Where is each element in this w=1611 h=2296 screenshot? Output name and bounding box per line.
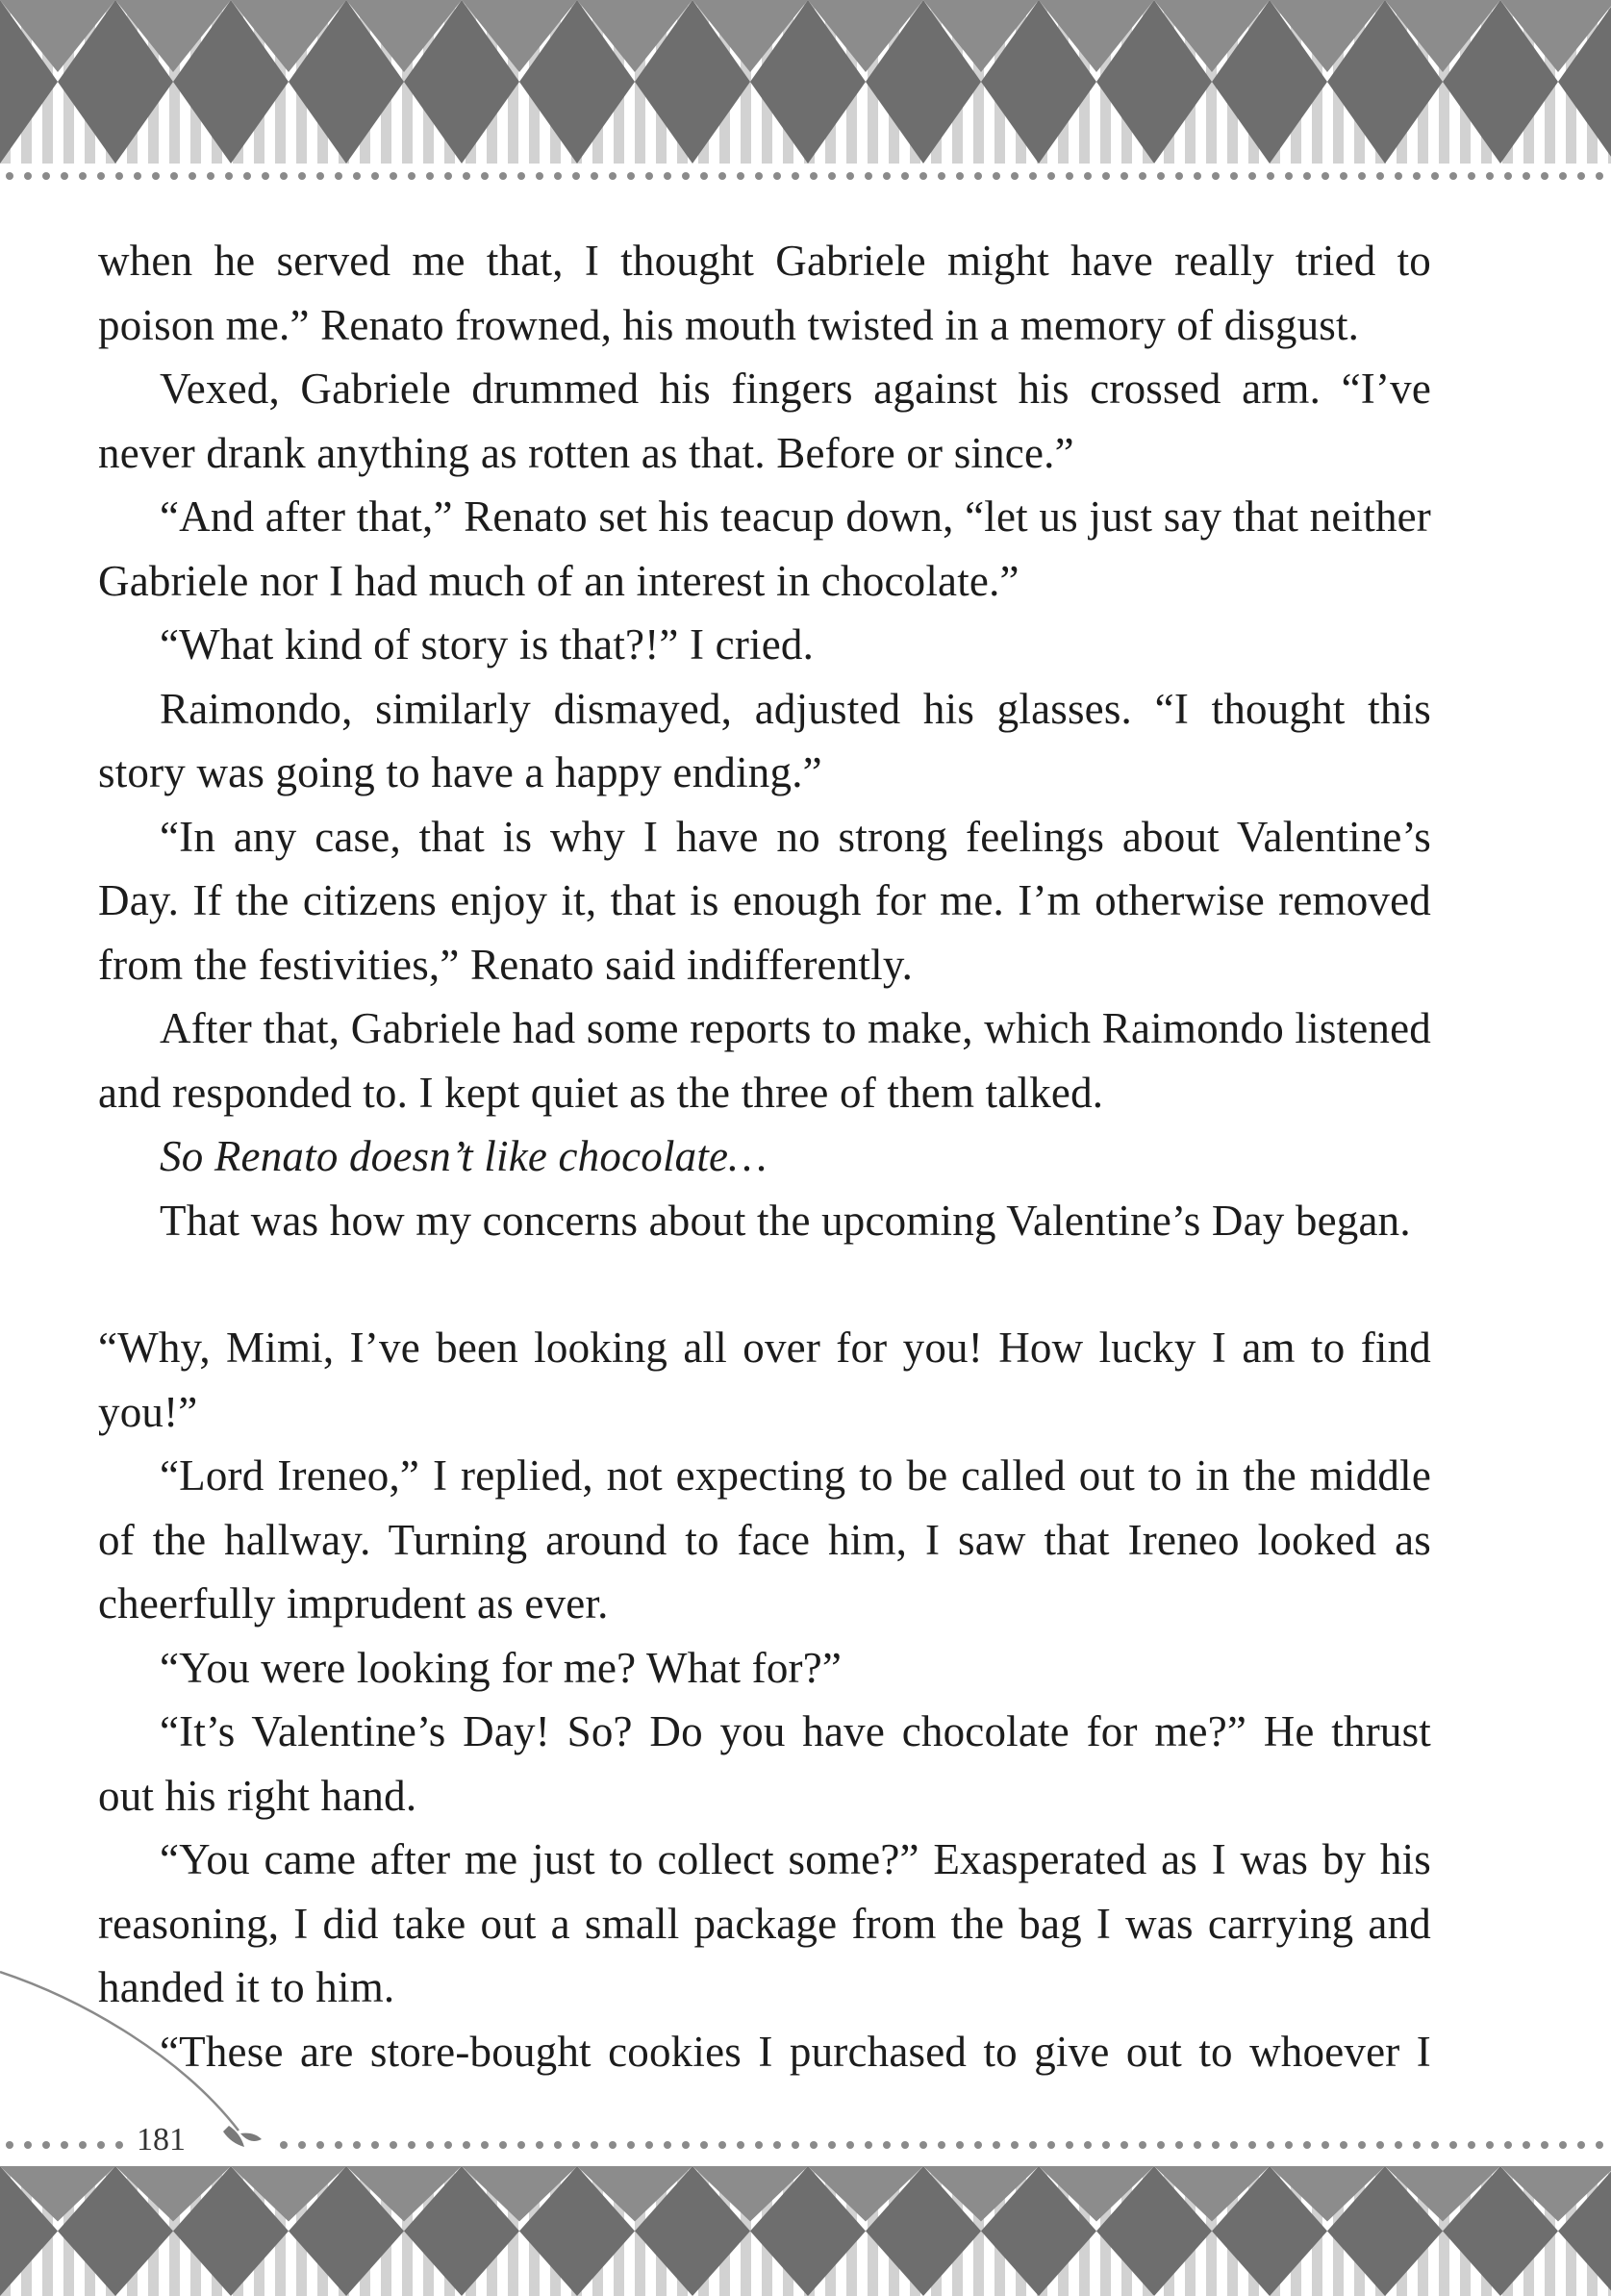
body-text bbox=[98, 229, 1431, 2083]
divider-dot bbox=[1358, 2141, 1366, 2149]
divider-dot bbox=[408, 172, 415, 180]
divider-dot bbox=[682, 2141, 690, 2149]
divider-dot bbox=[591, 172, 598, 180]
divider-dot bbox=[1139, 2141, 1146, 2149]
divider-dot bbox=[1413, 2141, 1421, 2149]
divider-dot bbox=[1157, 172, 1165, 180]
divider-dot bbox=[335, 2141, 342, 2149]
divider-dot bbox=[810, 2141, 818, 2149]
divider-dot bbox=[993, 172, 1000, 180]
divider-dot bbox=[1431, 2141, 1439, 2149]
divider-dot bbox=[700, 172, 708, 180]
divider-dot bbox=[97, 172, 105, 180]
divider-dot bbox=[718, 172, 726, 180]
divider-dot bbox=[225, 172, 233, 180]
divider-dot bbox=[390, 172, 397, 180]
divider-dot bbox=[645, 2141, 653, 2149]
divider-dot bbox=[262, 172, 269, 180]
divider-dot bbox=[134, 172, 141, 180]
divider-dot bbox=[1139, 172, 1146, 180]
divider-dot bbox=[792, 172, 799, 180]
paragraph: “And after that,” Renato set his teacup down, “let us just say that neither Gabriele nor I had much of an interest in chocolate.” bbox=[98, 492, 1431, 605]
divider-dot bbox=[919, 2141, 927, 2149]
paragraph: “Why, Mimi, I’ve been looking all over for you! How lucky I am to find you!” bbox=[98, 1324, 1431, 1436]
divider-dot bbox=[1449, 172, 1457, 180]
divider-dot bbox=[1230, 172, 1238, 180]
paragraph: “You came after me just to collect some?” Exasperated as I was by his reasoning, I did take out a small package from the bag I was carrying and handed it to him. bbox=[98, 1835, 1431, 2011]
divider-dot bbox=[1084, 172, 1092, 180]
divider-dot bbox=[316, 2141, 324, 2149]
paragraph: “These are store-bought cookies I purchased to give out to whoever I bbox=[160, 2027, 1431, 2076]
paragraph: That was how my concerns about the upcoming Valentine’s Day began. bbox=[160, 1196, 1411, 1245]
divider-dot bbox=[554, 172, 562, 180]
divider-dot bbox=[1066, 2141, 1073, 2149]
divider-dot bbox=[1395, 172, 1402, 180]
divider-dot bbox=[1011, 172, 1019, 180]
divider-dot bbox=[371, 172, 379, 180]
paragraph: After that, Gabriele had some reports to make, which Raimondo listened and responded to. I kept quiet as the three of them talked. bbox=[98, 1004, 1431, 1117]
divider-dot bbox=[609, 2141, 617, 2149]
divider-dot bbox=[773, 2141, 781, 2149]
divider-dot bbox=[316, 172, 324, 180]
divider-dot bbox=[426, 172, 434, 180]
divider-dot bbox=[444, 172, 452, 180]
divider-dot bbox=[737, 2141, 744, 2149]
divider-dot bbox=[1248, 172, 1256, 180]
divider-dot bbox=[207, 172, 214, 180]
divider-dot bbox=[755, 2141, 763, 2149]
divider-dot bbox=[1376, 172, 1384, 180]
divider-dot bbox=[6, 172, 13, 180]
paragraph: when he served me that, I thought Gabriele might have really tried to poison me.” Renato frowned, his mouth twisted in a memory of disgust. bbox=[98, 237, 1431, 349]
divider-dot bbox=[1175, 172, 1183, 180]
bottom-border-pattern bbox=[0, 2166, 1611, 2296]
top-border-pattern bbox=[0, 0, 1611, 164]
divider-dot bbox=[536, 2141, 543, 2149]
divider-dot bbox=[115, 172, 123, 180]
divider-dot bbox=[1523, 172, 1530, 180]
divider-dot bbox=[792, 2141, 799, 2149]
divider-dot bbox=[846, 2141, 854, 2149]
divider-dot bbox=[499, 2141, 507, 2149]
divider-dot bbox=[189, 172, 196, 180]
divider-dot bbox=[846, 172, 854, 180]
divider-dot bbox=[1175, 2141, 1183, 2149]
divider-dot bbox=[243, 172, 251, 180]
divider-dot bbox=[1047, 2141, 1055, 2149]
divider-dot bbox=[645, 172, 653, 180]
divider-dot bbox=[1047, 172, 1055, 180]
paragraph: “You were looking for me? What for?” bbox=[160, 1643, 843, 1692]
divider-dot bbox=[901, 172, 909, 180]
divider-dot bbox=[1596, 172, 1603, 180]
divider-dot bbox=[1267, 172, 1274, 180]
divider-dot bbox=[353, 2141, 361, 2149]
divider-dot bbox=[1559, 2141, 1567, 2149]
divider-dot bbox=[865, 172, 872, 180]
divider-dot bbox=[61, 2141, 68, 2149]
divider-dot bbox=[499, 172, 507, 180]
divider-dot bbox=[609, 172, 617, 180]
divider-dot bbox=[1066, 172, 1073, 180]
divider-dot bbox=[591, 2141, 598, 2149]
divider-dot bbox=[1486, 172, 1494, 180]
divider-dot bbox=[1449, 2141, 1457, 2149]
page-number: 181 bbox=[137, 2122, 186, 2157]
divider-dot bbox=[1230, 2141, 1238, 2149]
divider-dot bbox=[152, 172, 160, 180]
divider-dot bbox=[974, 172, 982, 180]
divider-dot bbox=[280, 172, 288, 180]
divider-dot bbox=[1285, 172, 1293, 180]
divider-dot bbox=[1303, 172, 1311, 180]
divider-dot bbox=[1358, 172, 1366, 180]
divider-dot bbox=[42, 172, 50, 180]
divider-dot bbox=[481, 2141, 489, 2149]
divider-dot bbox=[97, 2141, 105, 2149]
divider-dot bbox=[737, 172, 744, 180]
divider-dot bbox=[755, 172, 763, 180]
italic-thought: So Renato doesn’t like chocolate… bbox=[160, 1132, 768, 1180]
divider-dot bbox=[554, 2141, 562, 2149]
divider-dot bbox=[1504, 2141, 1512, 2149]
divider-dot bbox=[1267, 2141, 1274, 2149]
divider-dot bbox=[298, 172, 306, 180]
bottom-dot-divider bbox=[0, 2138, 1611, 2152]
divider-dot bbox=[1212, 172, 1220, 180]
divider-dot bbox=[1102, 2141, 1110, 2149]
divider-dot bbox=[408, 2141, 415, 2149]
divider-dot bbox=[1212, 2141, 1220, 2149]
divider-dot bbox=[1486, 2141, 1494, 2149]
divider-dot bbox=[536, 172, 543, 180]
top-dot-divider bbox=[0, 169, 1611, 183]
divider-dot bbox=[61, 172, 68, 180]
divider-dot bbox=[1504, 172, 1512, 180]
divider-dot bbox=[1157, 2141, 1165, 2149]
divider-dot bbox=[993, 2141, 1000, 2149]
divider-dot bbox=[938, 2141, 945, 2149]
divider-dot bbox=[280, 2141, 288, 2149]
divider-dot bbox=[335, 172, 342, 180]
divider-dot bbox=[901, 2141, 909, 2149]
divider-dot bbox=[627, 172, 635, 180]
divider-dot bbox=[463, 2141, 470, 2149]
divider-dot bbox=[1322, 2141, 1329, 2149]
divider-dot bbox=[390, 2141, 397, 2149]
divider-dot bbox=[828, 2141, 836, 2149]
divider-dot bbox=[1431, 172, 1439, 180]
divider-dot bbox=[444, 2141, 452, 2149]
divider-dot bbox=[1340, 2141, 1347, 2149]
divider-dot bbox=[371, 2141, 379, 2149]
paragraph: “Lord Ireneo,” I replied, not expecting to be called out to in the middle of the hallway. Turning around to face him, I saw that Ireneo looked as cheerfully imprudent as ever. bbox=[98, 1451, 1431, 1627]
divider-dot bbox=[956, 172, 964, 180]
divider-dot bbox=[700, 2141, 708, 2149]
divider-dot bbox=[974, 2141, 982, 2149]
divider-dot bbox=[115, 2141, 123, 2149]
divider-dot bbox=[865, 2141, 872, 2149]
divider-dot bbox=[298, 2141, 306, 2149]
divider-dot bbox=[24, 2141, 32, 2149]
paragraph: Vexed, Gabriele drummed his fingers against his crossed arm. “I’ve never drank anything as rotten as that. Before or since.” bbox=[98, 365, 1431, 477]
divider-dot bbox=[1194, 2141, 1201, 2149]
divider-dot bbox=[572, 2141, 580, 2149]
divider-dot bbox=[938, 172, 945, 180]
divider-dot bbox=[773, 172, 781, 180]
divider-dot bbox=[810, 172, 818, 180]
divider-dot bbox=[883, 2141, 891, 2149]
divider-dot bbox=[1120, 2141, 1128, 2149]
divider-dot bbox=[627, 2141, 635, 2149]
divider-dot bbox=[79, 2141, 87, 2149]
divider-dot bbox=[1011, 2141, 1019, 2149]
divider-dot bbox=[1577, 172, 1585, 180]
divider-dot bbox=[517, 2141, 525, 2149]
divider-dot bbox=[24, 172, 32, 180]
divider-dot bbox=[1285, 2141, 1293, 2149]
paragraph: “What kind of story is that?!” I cried. bbox=[160, 620, 815, 669]
divider-dot bbox=[170, 172, 178, 180]
divider-dot bbox=[463, 172, 470, 180]
divider-dot bbox=[1523, 2141, 1530, 2149]
divider-dot bbox=[1577, 2141, 1585, 2149]
divider-dot bbox=[1468, 2141, 1475, 2149]
divider-dot bbox=[828, 172, 836, 180]
paragraph: Raimondo, similarly dismayed, adjusted his glasses. “I thought this story was going to have a happy ending.” bbox=[98, 684, 1431, 796]
divider-dot bbox=[79, 172, 87, 180]
divider-dot bbox=[1376, 2141, 1384, 2149]
paragraph: “It’s Valentine’s Day! So? Do you have chocolate for me?” He thrust out his right hand. bbox=[98, 1707, 1431, 1820]
divider-dot bbox=[6, 2141, 13, 2149]
divider-dot bbox=[1541, 2141, 1548, 2149]
divider-dot bbox=[1559, 172, 1567, 180]
divider-dot bbox=[1102, 172, 1110, 180]
divider-dot bbox=[1413, 172, 1421, 180]
divider-dot bbox=[1248, 2141, 1256, 2149]
divider-dot bbox=[718, 2141, 726, 2149]
divider-dot bbox=[682, 172, 690, 180]
divider-dot bbox=[1468, 172, 1475, 180]
divider-dot bbox=[481, 172, 489, 180]
divider-dot bbox=[572, 172, 580, 180]
divider-dot bbox=[426, 2141, 434, 2149]
divider-dot bbox=[1322, 172, 1329, 180]
divider-dot bbox=[1084, 2141, 1092, 2149]
divider-dot bbox=[1596, 2141, 1603, 2149]
divider-dot bbox=[919, 172, 927, 180]
divider-dot bbox=[1340, 172, 1347, 180]
divider-dot bbox=[1303, 2141, 1311, 2149]
divider-dot bbox=[1029, 2141, 1037, 2149]
divider-dot bbox=[517, 172, 525, 180]
divider-dot bbox=[664, 172, 671, 180]
divider-dot bbox=[353, 172, 361, 180]
divider-dot bbox=[1120, 172, 1128, 180]
divider-dot bbox=[1395, 2141, 1402, 2149]
divider-dot bbox=[1541, 172, 1548, 180]
divider-dot bbox=[42, 2141, 50, 2149]
divider-dot bbox=[956, 2141, 964, 2149]
divider-dot bbox=[1194, 172, 1201, 180]
paragraph: “In any case, that is why I have no strong feelings about Valentine’s Day. If the citizens enjoy it, that is enough for me. I’m otherwise removed from the festivities,” Renato said indifferently. bbox=[98, 812, 1431, 989]
divider-dot bbox=[883, 172, 891, 180]
divider-dot bbox=[664, 2141, 671, 2149]
divider-dot bbox=[1029, 172, 1037, 180]
